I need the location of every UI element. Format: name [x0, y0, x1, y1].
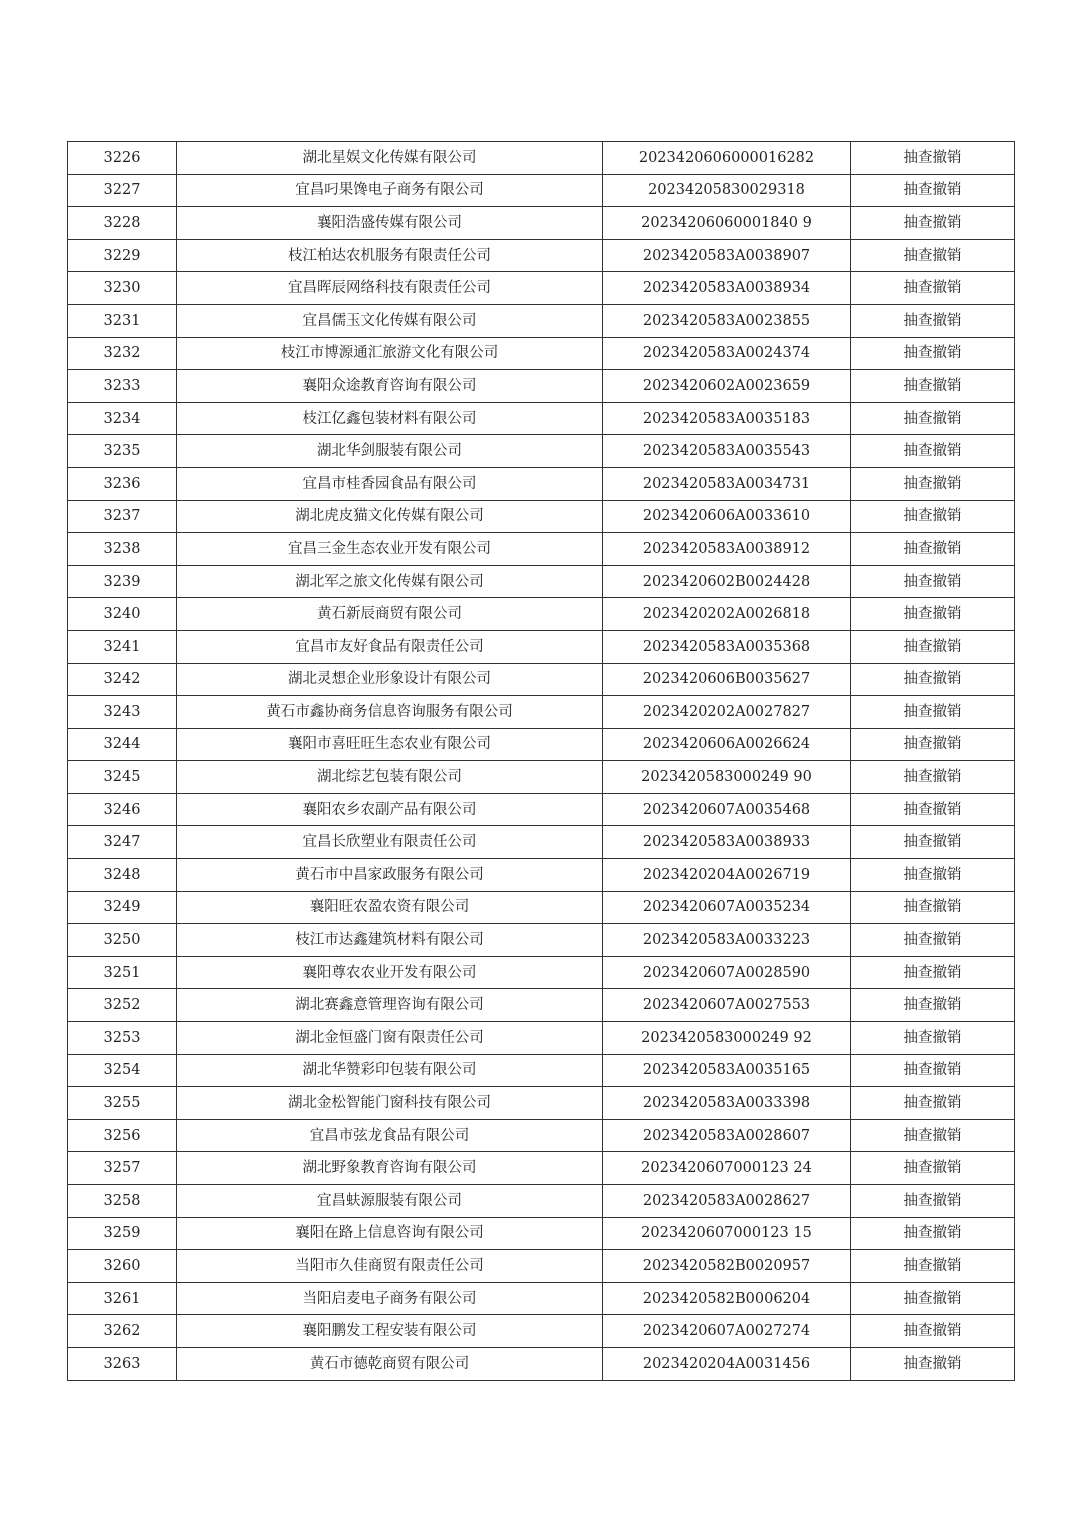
status-cell: 抽查撤销 [851, 272, 1015, 305]
company-name-cell: 宜昌三金生态农业开发有限公司 [177, 533, 603, 566]
row-seq-cell: 3258 [68, 1185, 177, 1218]
company-name-cell: 黄石市鑫协商务信息咨询服务有限公司 [177, 696, 603, 729]
registration-code-cell: 2023420202A0027827 [603, 696, 851, 729]
registration-code-cell: 2023420606A0033610 [603, 500, 851, 533]
registration-code-cell: 2023420607000123 15 [603, 1217, 851, 1250]
table-row [68, 630, 1015, 663]
company-name-cell: 黄石新辰商贸有限公司 [177, 598, 603, 631]
row-seq-cell: 3251 [68, 956, 177, 989]
table-row [68, 272, 1015, 305]
status-cell: 抽查撤销 [851, 370, 1015, 403]
registration-code-cell: 2023420583A0035165 [603, 1054, 851, 1087]
status-cell: 抽查撤销 [851, 337, 1015, 370]
registration-code-cell: 20234205830029318 [603, 174, 851, 207]
status-cell: 抽查撤销 [851, 174, 1015, 207]
row-seq-cell: 3261 [68, 1282, 177, 1315]
status-cell: 抽查撤销 [851, 1022, 1015, 1055]
table-row [68, 1119, 1015, 1152]
table-row [68, 696, 1015, 729]
row-seq-cell: 3257 [68, 1152, 177, 1185]
company-name-cell: 宜昌儒玉文化传媒有限公司 [177, 304, 603, 337]
row-seq-cell: 3252 [68, 989, 177, 1022]
row-seq-cell: 3232 [68, 337, 177, 370]
table-row [68, 239, 1015, 272]
status-cell: 抽查撤销 [851, 696, 1015, 729]
table-row [68, 826, 1015, 859]
registration-code-cell: 2023420602A0023659 [603, 370, 851, 403]
table-row [68, 435, 1015, 468]
table-row [68, 402, 1015, 435]
row-seq-cell: 3237 [68, 500, 177, 533]
company-name-cell: 当阳市久佳商贸有限责任公司 [177, 1250, 603, 1283]
row-seq-cell: 3233 [68, 370, 177, 403]
row-seq-cell: 3262 [68, 1315, 177, 1348]
table-row [68, 859, 1015, 892]
status-cell: 抽查撤销 [851, 761, 1015, 794]
row-seq-cell: 3255 [68, 1087, 177, 1120]
status-cell: 抽查撤销 [851, 989, 1015, 1022]
table-row [68, 761, 1015, 794]
row-seq-cell: 3239 [68, 565, 177, 598]
row-seq-cell: 3263 [68, 1347, 177, 1380]
status-cell: 抽查撤销 [851, 859, 1015, 892]
company-name-cell: 襄阳浩盛传媒有限公司 [177, 207, 603, 240]
company-name-cell: 枝江市博源通汇旅游文化有限公司 [177, 337, 603, 370]
company-name-cell: 宜昌蚨源服装有限公司 [177, 1185, 603, 1218]
registration-code-cell: 2023420606B0035627 [603, 663, 851, 696]
table-row [68, 142, 1015, 175]
company-name-cell: 湖北综艺包装有限公司 [177, 761, 603, 794]
status-cell: 抽查撤销 [851, 1347, 1015, 1380]
row-seq-cell: 3228 [68, 207, 177, 240]
status-cell: 抽查撤销 [851, 1054, 1015, 1087]
status-cell: 抽查撤销 [851, 1315, 1015, 1348]
table-row [68, 1185, 1015, 1218]
registration-code-cell: 20234206060001840 9 [603, 207, 851, 240]
row-seq-cell: 3227 [68, 174, 177, 207]
company-name-cell: 襄阳市喜旺旺生态农业有限公司 [177, 728, 603, 761]
registration-code-cell: 2023420583A0038933 [603, 826, 851, 859]
registration-code-cell: 2023420583A0023855 [603, 304, 851, 337]
registration-code-cell: 2023420583A0034731 [603, 467, 851, 500]
registration-code-cell: 2023420582B0006204 [603, 1282, 851, 1315]
row-seq-cell: 3249 [68, 891, 177, 924]
row-seq-cell: 3260 [68, 1250, 177, 1283]
registration-code-cell: 2023420583A0035183 [603, 402, 851, 435]
row-seq-cell: 3231 [68, 304, 177, 337]
table-row [68, 207, 1015, 240]
registration-code-cell: 2023420607A0027553 [603, 989, 851, 1022]
row-seq-cell: 3226 [68, 142, 177, 175]
status-cell: 抽查撤销 [851, 598, 1015, 631]
table-row [68, 500, 1015, 533]
company-name-cell: 襄阳农乡农副产品有限公司 [177, 793, 603, 826]
row-seq-cell: 3234 [68, 402, 177, 435]
company-name-cell: 襄阳鹏发工程安装有限公司 [177, 1315, 603, 1348]
table-row [68, 1347, 1015, 1380]
table-row [68, 1022, 1015, 1055]
row-seq-cell: 3245 [68, 761, 177, 794]
table-row [68, 598, 1015, 631]
table-row [68, 1282, 1015, 1315]
table-row [68, 1250, 1015, 1283]
company-name-cell: 湖北星娱文化传媒有限公司 [177, 142, 603, 175]
status-cell: 抽查撤销 [851, 1282, 1015, 1315]
status-cell: 抽查撤销 [851, 826, 1015, 859]
registration-code-cell: 2023420583000249 92 [603, 1022, 851, 1055]
status-cell: 抽查撤销 [851, 663, 1015, 696]
table-row [68, 793, 1015, 826]
registration-code-cell: 2023420583A0028607 [603, 1119, 851, 1152]
table-row [68, 174, 1015, 207]
status-cell: 抽查撤销 [851, 1217, 1015, 1250]
company-name-cell: 枝江柏达农机服务有限责任公司 [177, 239, 603, 272]
company-name-cell: 湖北灵想企业形象设计有限公司 [177, 663, 603, 696]
company-name-cell: 湖北金恒盛门窗有限责任公司 [177, 1022, 603, 1055]
table-row [68, 891, 1015, 924]
status-cell: 抽查撤销 [851, 630, 1015, 663]
status-cell: 抽查撤销 [851, 956, 1015, 989]
company-name-cell: 襄阳众途教育咨询有限公司 [177, 370, 603, 403]
row-seq-cell: 3241 [68, 630, 177, 663]
status-cell: 抽查撤销 [851, 565, 1015, 598]
status-cell: 抽查撤销 [851, 207, 1015, 240]
row-seq-cell: 3253 [68, 1022, 177, 1055]
table-row [68, 1217, 1015, 1250]
table-row [68, 370, 1015, 403]
table-row [68, 467, 1015, 500]
company-name-cell: 枝江亿鑫包装材料有限公司 [177, 402, 603, 435]
table-row [68, 1152, 1015, 1185]
table-row [68, 956, 1015, 989]
company-name-cell: 黄石市德乾商贸有限公司 [177, 1347, 603, 1380]
status-cell: 抽查撤销 [851, 142, 1015, 175]
row-seq-cell: 3240 [68, 598, 177, 631]
registration-code-cell: 2023420606A0026624 [603, 728, 851, 761]
table-row [68, 565, 1015, 598]
registration-code-cell: 2023420583A0038934 [603, 272, 851, 305]
status-cell: 抽查撤销 [851, 435, 1015, 468]
status-cell: 抽查撤销 [851, 728, 1015, 761]
row-seq-cell: 3259 [68, 1217, 177, 1250]
registration-code-cell: 2023420607A0035468 [603, 793, 851, 826]
company-name-cell: 宜昌晖辰网络科技有限责任公司 [177, 272, 603, 305]
registration-code-cell: 2023420583A0024374 [603, 337, 851, 370]
row-seq-cell: 3248 [68, 859, 177, 892]
company-name-cell: 宜昌市友好食品有限责任公司 [177, 630, 603, 663]
table-row [68, 663, 1015, 696]
registration-code-cell: 2023420583A0035368 [603, 630, 851, 663]
registration-code-cell: 2023420583A0033223 [603, 924, 851, 957]
registration-code-cell: 2023420204A0026719 [603, 859, 851, 892]
status-cell: 抽查撤销 [851, 467, 1015, 500]
status-cell: 抽查撤销 [851, 533, 1015, 566]
table-row [68, 533, 1015, 566]
registration-code-cell: 2023420606000016282 [603, 142, 851, 175]
row-seq-cell: 3254 [68, 1054, 177, 1087]
row-seq-cell: 3247 [68, 826, 177, 859]
row-seq-cell: 3246 [68, 793, 177, 826]
company-name-cell: 襄阳尊农农业开发有限公司 [177, 956, 603, 989]
status-cell: 抽查撤销 [851, 924, 1015, 957]
row-seq-cell: 3235 [68, 435, 177, 468]
table-row [68, 728, 1015, 761]
table-body [68, 142, 1015, 1381]
registration-code-cell: 2023420602B0024428 [603, 565, 851, 598]
registration-code-cell: 2023420202A0026818 [603, 598, 851, 631]
status-cell: 抽查撤销 [851, 1250, 1015, 1283]
company-name-cell: 黄石市中昌家政服务有限公司 [177, 859, 603, 892]
registration-code-cell: 2023420583A0033398 [603, 1087, 851, 1120]
row-seq-cell: 3229 [68, 239, 177, 272]
status-cell: 抽查撤销 [851, 793, 1015, 826]
table-row [68, 924, 1015, 957]
company-name-cell: 湖北华剑服装有限公司 [177, 435, 603, 468]
company-name-cell: 宜昌市桂香园食品有限公司 [177, 467, 603, 500]
company-name-cell: 湖北华赞彩印包装有限公司 [177, 1054, 603, 1087]
row-seq-cell: 3244 [68, 728, 177, 761]
company-name-cell: 湖北金松智能门窗科技有限公司 [177, 1087, 603, 1120]
status-cell: 抽查撤销 [851, 1119, 1015, 1152]
status-cell: 抽查撤销 [851, 1087, 1015, 1120]
company-name-cell: 枝江市达鑫建筑材料有限公司 [177, 924, 603, 957]
status-cell: 抽查撤销 [851, 304, 1015, 337]
company-name-cell: 湖北野象教育咨询有限公司 [177, 1152, 603, 1185]
row-seq-cell: 3236 [68, 467, 177, 500]
revocation-table [67, 141, 1015, 1381]
table-row [68, 304, 1015, 337]
registration-code-cell: 2023420607A0028590 [603, 956, 851, 989]
row-seq-cell: 3238 [68, 533, 177, 566]
row-seq-cell: 3242 [68, 663, 177, 696]
table-row [68, 989, 1015, 1022]
registration-code-cell: 2023420607A0027274 [603, 1315, 851, 1348]
row-seq-cell: 3256 [68, 1119, 177, 1152]
company-name-cell: 当阳启麦电子商务有限公司 [177, 1282, 603, 1315]
company-name-cell: 湖北赛鑫意管理咨询有限公司 [177, 989, 603, 1022]
table-row [68, 337, 1015, 370]
row-seq-cell: 3243 [68, 696, 177, 729]
company-name-cell: 襄阳旺农盈农资有限公司 [177, 891, 603, 924]
company-name-cell: 宜昌市弦龙食品有限公司 [177, 1119, 603, 1152]
registration-code-cell: 2023420582B0020957 [603, 1250, 851, 1283]
registration-code-cell: 2023420607A0035234 [603, 891, 851, 924]
registration-code-cell: 2023420583A0028627 [603, 1185, 851, 1218]
status-cell: 抽查撤销 [851, 1185, 1015, 1218]
status-cell: 抽查撤销 [851, 891, 1015, 924]
company-name-cell: 宜昌长欣塑业有限责任公司 [177, 826, 603, 859]
status-cell: 抽查撤销 [851, 239, 1015, 272]
table-row [68, 1054, 1015, 1087]
registration-code-cell: 2023420583A0035543 [603, 435, 851, 468]
registration-code-cell: 2023420583A0038907 [603, 239, 851, 272]
company-name-cell: 宜昌叼果馋电子商务有限公司 [177, 174, 603, 207]
status-cell: 抽查撤销 [851, 500, 1015, 533]
company-name-cell: 湖北军之旅文化传媒有限公司 [177, 565, 603, 598]
registration-code-cell: 2023420204A0031456 [603, 1347, 851, 1380]
registration-code-cell: 2023420607000123 24 [603, 1152, 851, 1185]
table-row [68, 1087, 1015, 1120]
status-cell: 抽查撤销 [851, 402, 1015, 435]
status-cell: 抽查撤销 [851, 1152, 1015, 1185]
company-name-cell: 湖北虎皮猫文化传媒有限公司 [177, 500, 603, 533]
row-seq-cell: 3250 [68, 924, 177, 957]
row-seq-cell: 3230 [68, 272, 177, 305]
registration-code-cell: 2023420583000249 90 [603, 761, 851, 794]
registration-code-cell: 2023420583A0038912 [603, 533, 851, 566]
table-row [68, 1315, 1015, 1348]
company-name-cell: 襄阳在路上信息咨询有限公司 [177, 1217, 603, 1250]
